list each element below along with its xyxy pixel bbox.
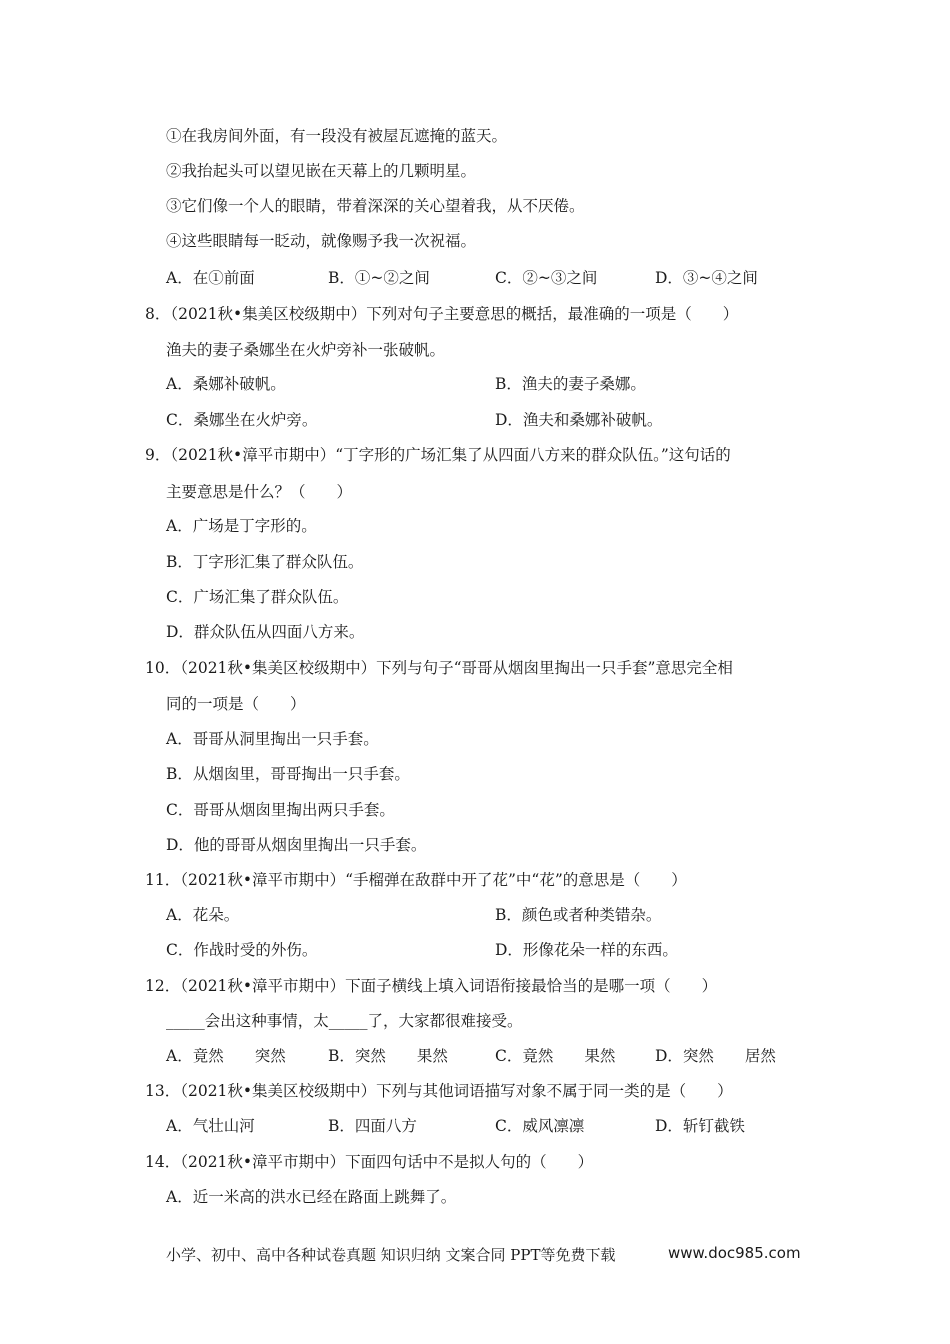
intro-line-1: ①在我房间外面，有一段没有被屋瓦遮掩的蓝天。 xyxy=(166,127,508,145)
q9-option-a: A．广场是丁字形的。 xyxy=(166,517,317,535)
q8-sentence: 渔夫的妻子桑娜坐在火炉旁补一张破帆。 xyxy=(166,341,446,359)
q13-stem: 13．（2021秋•集美区校级期中）下列与其他词语描写对象不属于同一类的是（ ） xyxy=(145,1082,733,1100)
footer-website-link[interactable]: www.doc985.com xyxy=(668,1244,801,1262)
q8-option-c: C．桑娜坐在火炉旁。 xyxy=(166,411,318,429)
q10-option-d: D．他的哥哥从烟囱里掏出一只手套。 xyxy=(166,836,427,854)
q9-option-c: C．广场汇集了群众队伍。 xyxy=(166,588,349,606)
q11-option-d: D．形像花朵一样的东西。 xyxy=(495,941,678,959)
q8-option-a: A．桑娜补破帆。 xyxy=(166,375,286,393)
q10-stem: 10．（2021秋•集美区校级期中）下列与句子“哥哥从烟囱里掏出一只手套”意思完全相 xyxy=(145,659,733,677)
q8-option-d: D．渔夫和桑娜补破帆。 xyxy=(495,411,663,429)
q10-stem-2: 同的一项是（ ） xyxy=(166,695,306,713)
q12-option-d: D．突然 居然 xyxy=(655,1047,776,1065)
q7-option-a: A．在①前面 xyxy=(166,269,255,287)
q9-stem-2: 主要意思是什么？（ ） xyxy=(166,483,353,501)
q8-option-b: B．渔夫的妻子桑娜。 xyxy=(495,375,646,393)
q10-option-a: A．哥哥从洞里掏出一只手套。 xyxy=(166,730,379,748)
q8-stem: 8．（2021秋•集美区校级期中）下列对句子主要意思的概括，最准确的一项是（ ） xyxy=(145,305,739,323)
q7-option-c: C．②~③之间 xyxy=(495,269,598,287)
q9-stem: 9．（2021秋•漳平市期中）“丁字形的广场汇集了从四面八方来的群众队伍。”这句话的 xyxy=(145,446,731,464)
q11-stem: 11．（2021秋•漳平市期中）“手榴弹在敌群中开了花”中“花”的意思是（ ） xyxy=(145,871,687,889)
q11-option-c: C．作战时受的外伤。 xyxy=(166,941,318,959)
q13-option-c: C．威风凛凛 xyxy=(495,1117,585,1135)
q12-option-c: C．竟然 果然 xyxy=(495,1047,616,1065)
q11-option-a: A．花朵。 xyxy=(166,906,240,924)
q10-option-c: C．哥哥从烟囱里掏出两只手套。 xyxy=(166,801,395,819)
q12-sentence: _____会出这种事情，太_____了，大家都很难接受。 xyxy=(166,1012,523,1030)
q7-option-b: B．①~②之间 xyxy=(328,269,430,287)
q7-option-d: D．③~④之间 xyxy=(655,269,758,287)
q13-option-a: A．气壮山河 xyxy=(166,1117,255,1135)
q10-option-b: B．从烟囱里，哥哥掏出一只手套。 xyxy=(166,765,410,783)
q12-option-a: A．竟然 突然 xyxy=(166,1047,286,1065)
intro-line-4: ④这些眼睛每一眨动，就像赐予我一次祝福。 xyxy=(166,232,477,250)
q14-stem: 14．（2021秋•漳平市期中）下面四句话中不是拟人句的（ ） xyxy=(145,1153,594,1171)
q12-option-b: B．突然 果然 xyxy=(328,1047,448,1065)
intro-line-3: ③它们像一个人的眼睛，带着深深的关心望着我，从不厌倦。 xyxy=(166,197,585,215)
q14-option-a: A．近一米高的洪水已经在路面上跳舞了。 xyxy=(166,1188,457,1206)
q13-option-b: B．四面八方 xyxy=(328,1117,417,1135)
q9-option-d: D．群众队伍从四面八方来。 xyxy=(166,623,365,641)
q13-option-d: D．斩钉截铁 xyxy=(655,1117,745,1135)
q9-option-b: B．丁字形汇集了群众队伍。 xyxy=(166,553,364,571)
footer-promo-text: 小学、初中、高中各种试卷真题 知识归纳 文案合同 PPT等免费下载 xyxy=(166,1246,616,1264)
intro-line-2: ②我抬起头可以望见嵌在天幕上的几颗明星。 xyxy=(166,162,477,180)
q12-stem: 12．（2021秋•漳平市期中）下面子横线上填入词语衔接最恰当的是哪一项（ ） xyxy=(145,977,718,995)
q11-option-b: B．颜色或者种类错杂。 xyxy=(495,906,662,924)
